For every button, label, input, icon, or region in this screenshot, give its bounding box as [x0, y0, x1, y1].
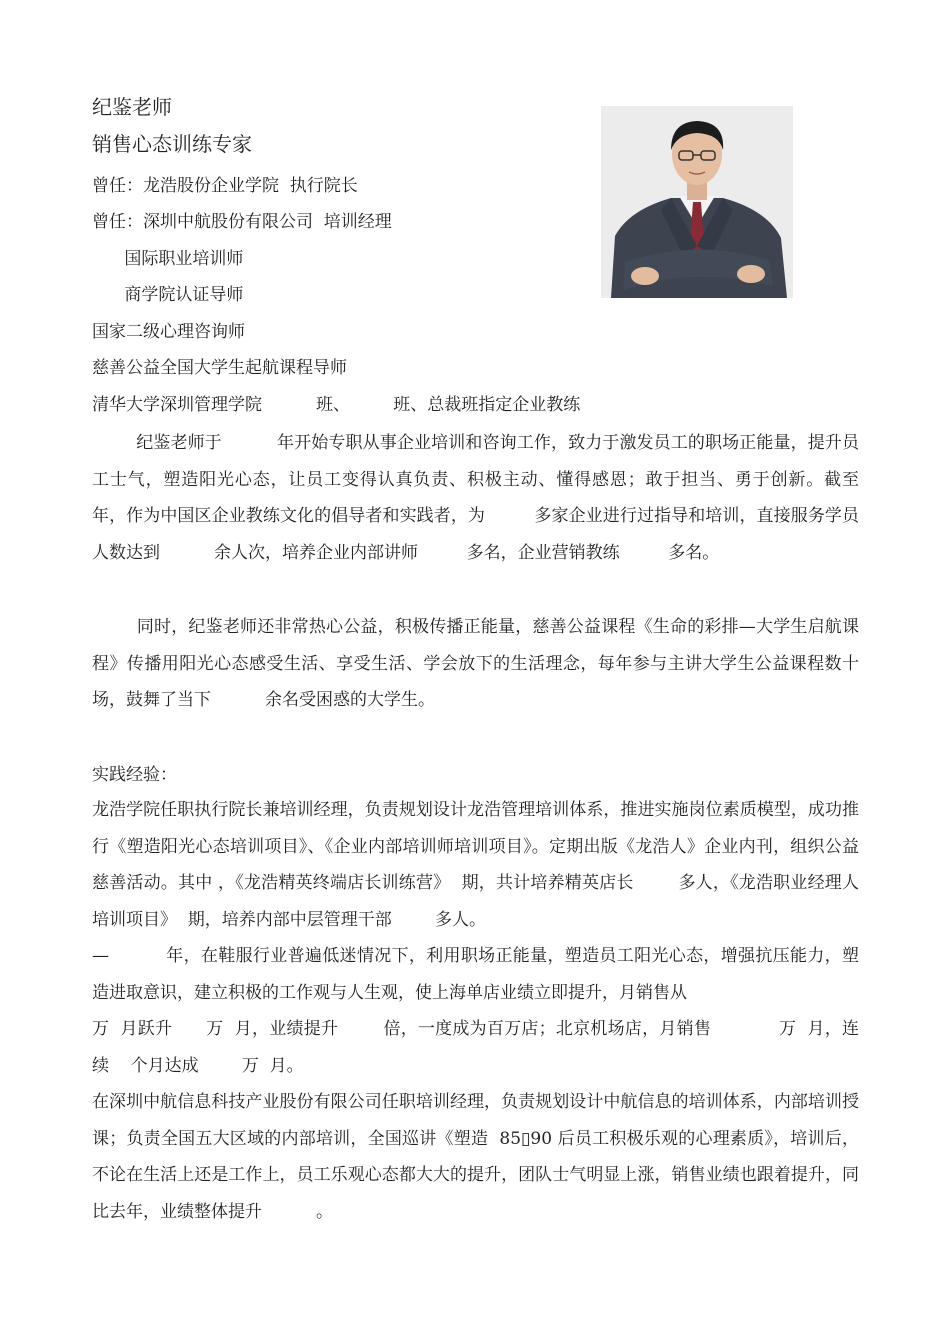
experience-paragraph: 龙浩学院任职执行院长兼培训经理，负责规划设计龙浩管理培训体系，推进实施岗位素质模型，成功推行《塑造阳光心态培训项目》、《企业内部培训师培训项目》。定期出版《龙浩人》企业内刊，组织公益慈善活动。其中 ，《龙浩精英终端店长训练营》 期，共计培养精英店长 多人，《龙浩职业经理人培训项目》 期，培养内部中层管理干部 多人。 [92, 800, 859, 930]
experience-heading: 实践经验： [92, 765, 177, 785]
person-portrait-illustration [601, 106, 793, 298]
credential-line: 国家二级心理咨询师 [92, 322, 245, 342]
credential-line: 国际职业培训师 [92, 249, 244, 269]
portrait-photo [601, 106, 793, 298]
job-title: 销售心态训练专家 [92, 132, 252, 156]
credential-line: 曾任：深圳中航股份有限公司 培训经理 [92, 212, 392, 232]
experience-paragraph: 在深圳中航信息科技产业股份有限公司任职培训经理，负责规划设计中航信息的培训体系，内部培训授课；负责全国五大区域的内部培训，全国巡讲《塑造 85▯90 后员工积极乐观的心理素质》，培训后，不论在生活上还是工作上，员工乐观心态都大大的提升，团队士气明显上涨，销售业绩也跟着提升，同比去年，业绩整体提升 。 [92, 1092, 859, 1222]
bio-paragraph: 纪鉴老师于 年开始专职从事企业培训和咨询工作，致力于激发员工的职场正能量，提升员工士气，塑造阳光心态，让员工变得认真负责、积极主动、懂得感恩；敢于担当、勇于创新。截至 年，作为中国区企业教练文化的倡导者和实践者，为 多家企业进行过指导和培训，直接服务学员人数达到 余人次，培养企业内部讲师 多名，企业营销教练 多名。 [92, 433, 914, 563]
bio-paragraph: 同时，纪鉴老师还非常热心公益，积极传播正能量，慈善公益课程《生命的彩排—大学生启航课程》传播用阳光心态感受生活、享受生活、学会放下的生活理念，每年参与主讲大学生公益课程数十场，鼓舞了当下 余名受困惑的大学生。 [92, 617, 859, 710]
credential-line: 慈善公益全国大学生起航课程导师 [92, 358, 347, 378]
experience-paragraph: — 年，在鞋服行业普遍低迷情况下，利用职场正能量，塑造员工阳光心态，增强抗压能力，塑造进取意识，建立积极的工作观与人生观，使上海单店业绩立即提升，月销售从 万 月跃升 万 月，业绩提升 倍，一度成为百万店；北京机场店，月销售 万 月，连续 个月达成 万 月。 [92, 946, 859, 1076]
credential-line: 商学院认证导师 [92, 285, 244, 305]
credential-line: 曾任：龙浩股份企业学院 执行院长 [92, 176, 358, 196]
credential-line: 清华大学深圳管理学院 班、 班、总裁班指定企业教练 [92, 395, 581, 415]
name-heading: 纪鉴老师 [92, 95, 172, 119]
